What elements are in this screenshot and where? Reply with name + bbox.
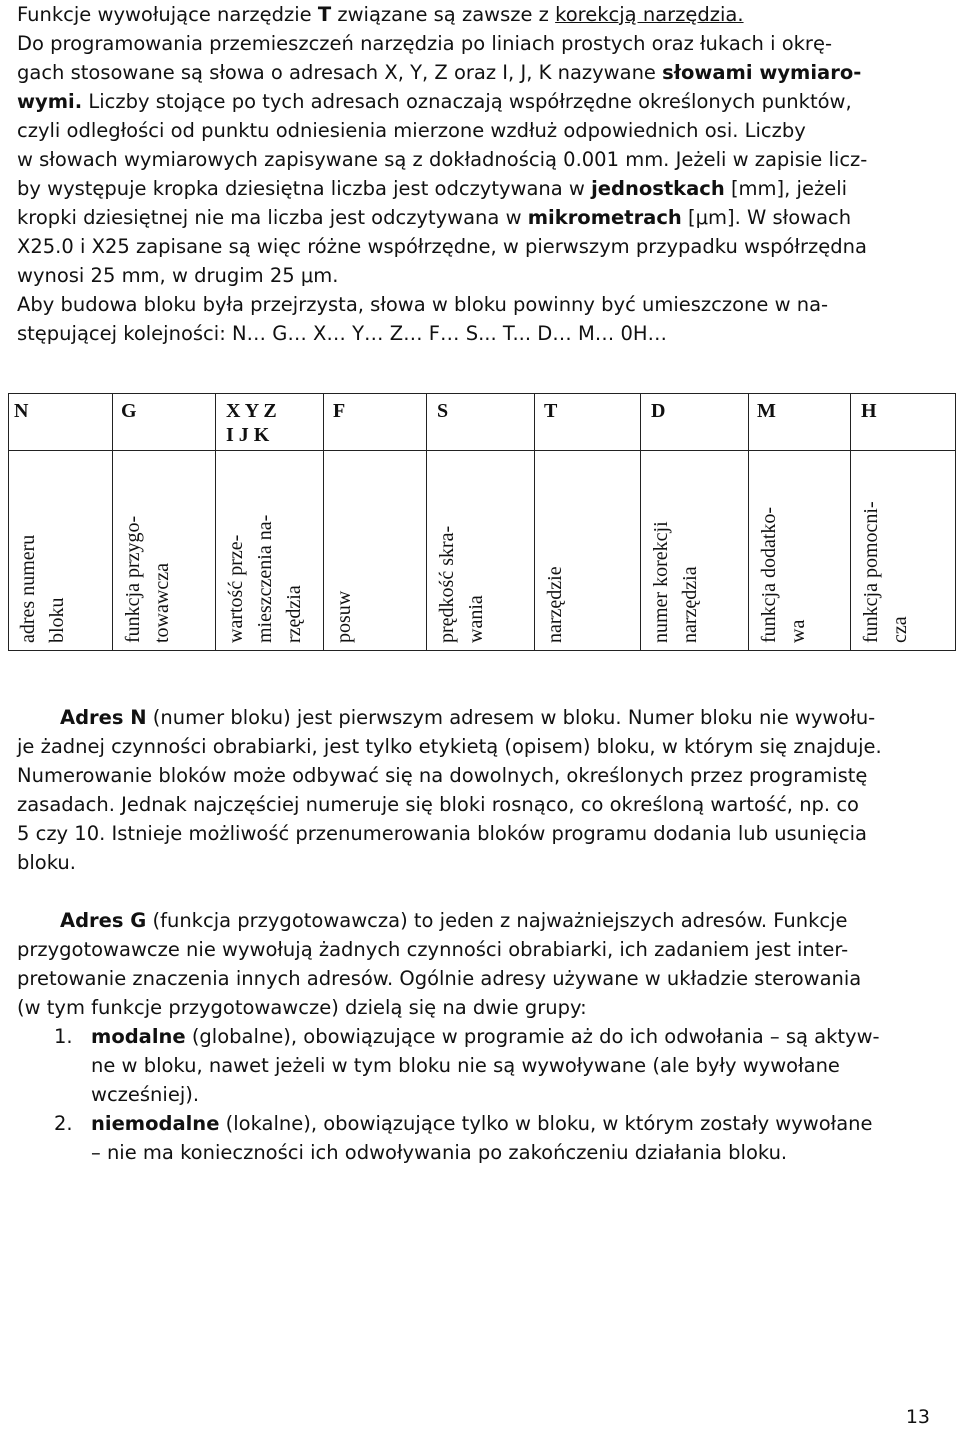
intro-line-2: Do programowania przemieszczeń narzędzia po liniach prostych oraz łukach i okrę- (17, 32, 832, 55)
adres-n-line-5: 5 czy 10. Istnieje możliwość przenumerowania bloków programu dodania lub usunięcia (17, 822, 867, 845)
table-border-bottom (8, 650, 956, 651)
intro-line-5: czyli odległości od punktu odniesienia mierzone wzdłuż odpowiednich osi. Liczby (17, 119, 806, 142)
header-xyz-ijk: X Y Z I J K (226, 400, 277, 446)
list-number: 2. (54, 1112, 73, 1135)
desc-f: posuw (333, 590, 355, 643)
desc-s: prędkość skra- wania (436, 525, 487, 643)
table-col-border (8, 393, 9, 651)
desc-h: funkcja pomocni- cza (860, 501, 911, 643)
adres-n-line-3: Numerowanie bloków może odbywać się na dowolnych, określonych przez programistę (17, 764, 868, 787)
table-col-border (534, 393, 535, 651)
table-col-border (426, 393, 427, 651)
desc-m: funkcja dodatko- wa (758, 506, 809, 643)
intro-line-6: w słowach wymiarowych zapisywane są z dokładnością 0.001 mm. Jeżeli w zapisie licz- (17, 148, 868, 171)
adres-n-line-6: bloku. (17, 851, 76, 874)
table-col-border (112, 393, 113, 651)
header-d: D (651, 400, 666, 422)
header-t: T (544, 400, 558, 422)
header-s: S (437, 400, 449, 422)
table-col-border (215, 393, 216, 651)
intro-line-1: Funkcje wywołujące narzędzie T związane są zawsze z korekcją narzędzia. (17, 3, 744, 26)
desc-xyz: wartość prze- mieszczenia na- rzędzia (225, 514, 305, 643)
desc-g: funkcja przygo- towawcza (122, 515, 173, 643)
table-col-border (323, 393, 324, 651)
intro-line-10: wynosi 25 mm, w drugim 25 μm. (17, 264, 339, 287)
correction-link[interactable]: korekcją narzędzia. (555, 3, 744, 26)
table-col-border (850, 393, 851, 651)
adres-n-line-2: je żadnej czynności obrabiarki, jest tylko etykietą (opisem) bloku, w którym się znajduje. (17, 735, 882, 758)
header-f: F (333, 400, 346, 422)
intro-line-12: stępującej kolejności: N… G… X… Y… Z… F… S... T... D… M… 0H… (17, 322, 668, 345)
table-col-border (955, 393, 956, 651)
header-g: G (121, 400, 137, 422)
table-col-border (640, 393, 641, 651)
desc-n: adres numeru bloku (17, 534, 68, 643)
header-n: N (14, 400, 29, 422)
page-number: 13 (905, 1406, 930, 1428)
adres-g-line-2: przygotowawcze nie wywołują żadnych czynności obrabiarki, ich zadaniem jest inter- (17, 938, 849, 961)
document-page: Funkcje wywołujące narzędzie T związane są zawsze z korekcją narzędzia. Do programowania przemieszczeń narzędzia po liniach prostych oraz łukach i okrę- gach stosowane są słowa o adresach X, Y, Z oraz I, J, K nazywane słowami wymiaro- wymi. Liczby stojące po tych adresach oznaczają współrzędne określonych punktów, czyli odległości od punktu odniesienia mierzone wzdłuż odpowiednich osi. Liczby w słowach wymiarowych zapisywane są z dokładnością 0.001 mm. Jeżeli w zapisie licz- by występuje kropka dziesiętna liczba jest odczytywana w jednostkach [mm], jeżeli kropki dziesiętnej nie ma liczba jest odczytywana w mikrometrach [μm]. W słowach X25.0 i X25 zapisane są więc różne współrzędne, w pierwszym przypadku współrzędna wynosi 25 mm, w drugim 25 μm. Aby budowa bloku była przejrzysta, słowa w bloku powinny być umieszczone w na- stępującej kolejności: N… G… X… Y… Z… F… S... T... D… M… 0H… N G X Y Z I J K F S T D M H adres numeru bloku funkcja przygo- towawcza wartość prze- mieszczenia na- rzędzia posuw prędkość skra- wania narzędzie numer korekcji narzędzia funkcja dodatko- wa funkcja pomocni- cza Adres N (numer bloku) jest pierwszym adresem w bloku. Numer bloku nie wywołu- je żadnej czynności obrabiarki, jest tylko etykietą (opisem) bloku, w którym się znajduje. Numerowanie bloków może odbywać się na dowolnych, określonych przez programistę zasadach. Jednak najczęściej numeruje się bloki rosnąco, co określoną wartość, np. co 5 czy 10. Istnieje możliwość przenumerowania bloków programu dodania lub usunięcia bloku. Adres G (funkcja przygotowawcza) to jeden z najważniejszych adresów. Funkcje przygotowawcze nie wywołują żadnych czynności obrabiarki, ich zadaniem jest inter- pretowanie znaczenia innych adresów. Ogólnie adresy używane w układzie sterowania (w tym funkcje przygotowawcze) dzielą się na dwie grupy: 1. modalne (globalne), obowiązujące w programie aż do ich odwołania – są aktyw- ne w bloku, nawet jeżeli w tym bloku nie są wywoływane (ale były wywołane wcześniej). 2. niemodalne (lokalne), obowiązujące tylko w bloku, w którym zostały wywołane – nie ma konieczności ich odwoływania po zakończeniu działania bloku. 13 (0, 0, 960, 1436)
intro-line-8: kropki dziesiętnej nie ma liczba jest odczytywana w mikrometrach [μm]. W słowach (17, 206, 852, 229)
adres-n-paragraph (17, 703, 953, 877)
adres-n-line-4: zasadach. Jednak najczęściej numeruje się bloki rosnąco, co określoną wartość, np. co (17, 793, 859, 816)
header-m: M (757, 400, 776, 422)
list-number: 1. (54, 1025, 73, 1048)
adres-g-paragraph (17, 906, 953, 1022)
desc-d: numer korekcji narzędzia (650, 521, 701, 643)
intro-line-4: wymi. Liczby stojące po tych adresach oznaczają współrzędne określonych punktów, (17, 90, 852, 113)
intro-line-7: by występuje kropka dziesiętna liczba jest odczytywana w jednostkach [mm], jeżeli (17, 177, 848, 200)
adres-n-line-1: Adres N (numer bloku) jest pierwszym adresem w bloku. Numer bloku nie wywołu- (60, 706, 876, 729)
block-structure-table (8, 393, 956, 651)
desc-t: narzędzie (544, 566, 566, 643)
table-col-border (748, 393, 749, 651)
intro-line-11: Aby budowa bloku była przejrzysta, słowa w bloku powinny być umieszczone w na- (17, 293, 829, 316)
table-border-top (8, 393, 956, 394)
intro-line-9: X25.0 i X25 zapisane są więc różne współrzędne, w pierwszym przypadku współrzędna (17, 235, 867, 258)
adres-g-line-1: Adres G (funkcja przygotowawcza) to jeden z najważniejszych adresów. Funkcje (60, 909, 848, 932)
header-h: H (861, 400, 877, 422)
adres-g-line-4: (w tym funkcje przygotowawcze) dzielą się na dwie grupy: (17, 996, 587, 1019)
adres-g-line-3: pretowanie znaczenia innych adresów. Ogólnie adresy używane w układzie sterowania (17, 967, 862, 990)
intro-paragraph (17, 0, 953, 348)
intro-line-3: gach stosowane są słowa o adresach X, Y, Z oraz I, J, K nazywane słowami wymiaro- (17, 61, 862, 84)
